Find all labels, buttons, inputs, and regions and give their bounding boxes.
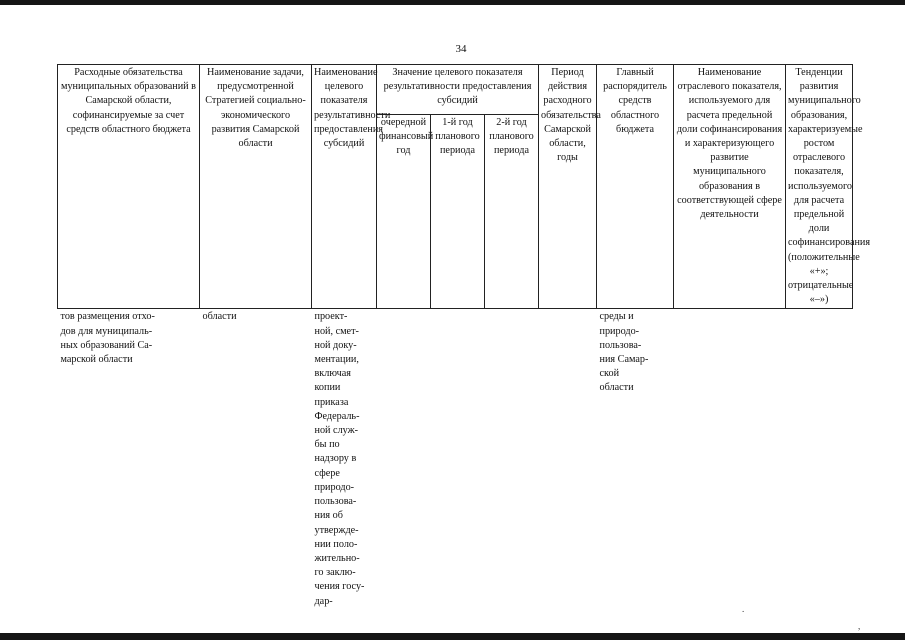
- header-plan-year-1: 1-й год планового периода: [431, 114, 485, 309]
- top-border: [0, 0, 905, 5]
- table-header-row: [58, 65, 853, 115]
- cell-administrator: среды и природо- пользова- ния Самар- ской области: [599, 311, 649, 394]
- header-plan-year-2: 2-й год планового периода: [485, 114, 539, 309]
- cell-sector-indicator: [674, 309, 786, 609]
- cell-period: [539, 309, 597, 609]
- header-current-year: очередной финансовый год: [377, 114, 431, 309]
- bottom-border: [0, 633, 905, 640]
- cell-task: области: [202, 311, 237, 323]
- header-sector-indicator: Наименование отраслевого показателя, используемого для расчета предельной доли софинансирования и характеризующего развитие муниципального образования в соответствующей сфере деятельности: [674, 65, 786, 309]
- cell-trends: [786, 309, 853, 609]
- header-administrator: Главный распорядитель средств областного бюджета: [597, 65, 674, 309]
- scan-speck: .: [742, 604, 745, 614]
- cell-obligations: тов размещения отхо- дов для муниципаль- ных образований Са- марской области: [60, 311, 155, 366]
- page-number: 34: [455, 43, 467, 55]
- table-row: [58, 309, 853, 609]
- subsidy-table: [57, 64, 871, 609]
- cell-plan-year-2: [485, 309, 539, 609]
- header-indicator: Наименование целевого показателя результативности предоставления субсидий: [312, 65, 377, 309]
- header-obligations: Расходные обязательства муниципальных образований в Самарской области, софинансируемые за счет средств областного бюджета: [58, 65, 200, 309]
- header-trends: Тенденции развития муниципального образования, характеризуемые ростом отраслевого показателя, используемого для расчета предельной доли софинансирования (положительные «+»; отрицательные «–»): [786, 65, 853, 309]
- header-period: Период действия расходного обязательства Самарской области, годы: [539, 65, 597, 309]
- cell-current-year: [377, 309, 431, 609]
- header-task: Наименование задачи, предусмотренной Стратегией социально-экономического развития Самарской области: [200, 65, 312, 309]
- scan-speck: ,: [858, 621, 861, 631]
- header-indicator-value: Значение целевого показателя результативности предоставления субсидий: [377, 65, 539, 115]
- cell-indicator: проект- ной, смет- ной доку- ментации, включая копии приказа Федераль- ной служ- бы по надзору в сфере природо- пользова- ния об утвержде- нии поло- жительно- го заклю- чения госу- дар-: [314, 311, 365, 607]
- cell-plan-year-1: [431, 309, 485, 609]
